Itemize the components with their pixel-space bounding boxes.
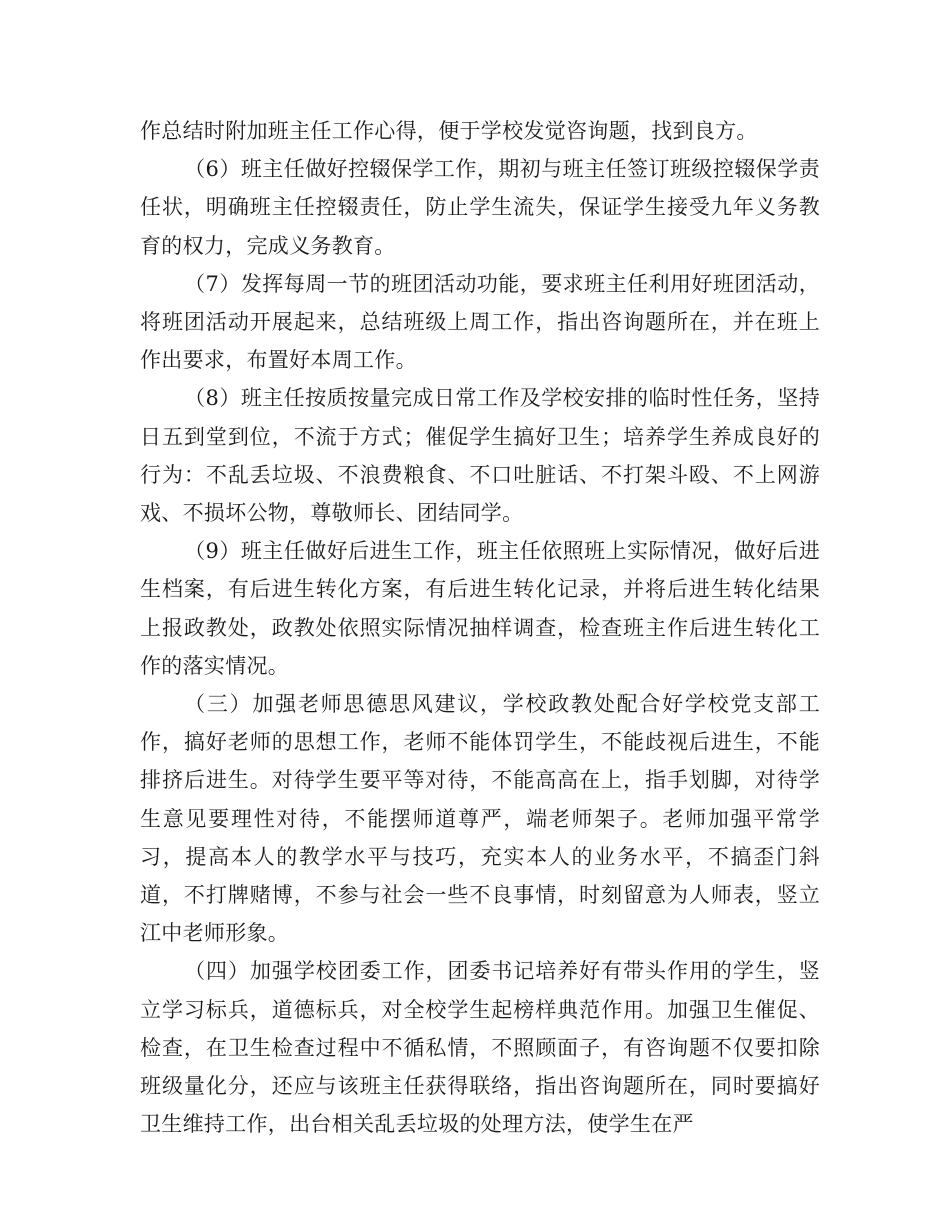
paragraph-item-7: （7）发挥每周一节的班团活动功能，要求班主任利用好班团活动，将班团活动开展起来，总结班级上周工作，指出咨询题所在，并在班上作出要求，布置好本周工作。 [140,271,820,373]
paragraph-item-8: （8）班主任按质按量完成日常工作及学校安排的临时性任务，坚持日五到堂到位，不流于方式；催促学生搞好卫生；培养学生养成良好的行为：不乱丢垃圾、不浪费粮食、不口吐脏话、不打架斗殴、不上网游戏、不损坏公物，尊敬师长、团结同学。 [140,386,820,526]
paragraph-section-3: （三）加强老师思德思风建议，学校政教处配合好学校党支部工作，搞好老师的思想工作，老师不能体罚学生，不能歧视后进生，不能排挤后进生。对待学生要平等对待，不能高高在上，指手划脚，对待学生意见要理性对待，不能摆师道尊严，端老师架子。老师加强平常学习，提高本人的教学水平与技巧，充实本人的业务水平，不搞歪门斜道，不打牌赌博，不参与社会一些不良事情，时刻留意为人师表，竖立江中老师形象。 [140,692,820,946]
paragraph-section-4: （四）加强学校团委工作，团委书记培养好有带头作用的学生，竖立学习标兵，道德标兵，对全校学生起榜样典范作用。加强卫生催促、检查，在卫生检查过程中不循私情，不照顾面子，有咨询题不仅要扣除班级量化分，还应与该班主任获得联络，指出咨询题所在，同时要搞好卫生维持工作，出台相关乱丢垃圾的处理方法，使学生在严 [140,959,820,1137]
paragraph-item-6: （6）班主任做好控辍保学工作，期初与班主任签订班级控辍保学责任状，明确班主任控辍责任，防止学生流失，保证学生接受九年义务教育的权力，完成义务教育。 [140,157,820,258]
paragraph-item-9: （9）班主任做好后进生工作，班主任依照班上实际情况，做好后进生档案，有后进生转化方案，有后进生转化记录，并将后进生转化结果上报政教处，政教处依照实际情况抽样调查，检查班主作后进生转化工作的落实情况。 [140,539,820,678]
paragraph-continuation: 作总结时附加班主任工作心得，便于学校发觉咨询题，找到良方。 [140,119,758,143]
document-body [140,112,820,1143]
